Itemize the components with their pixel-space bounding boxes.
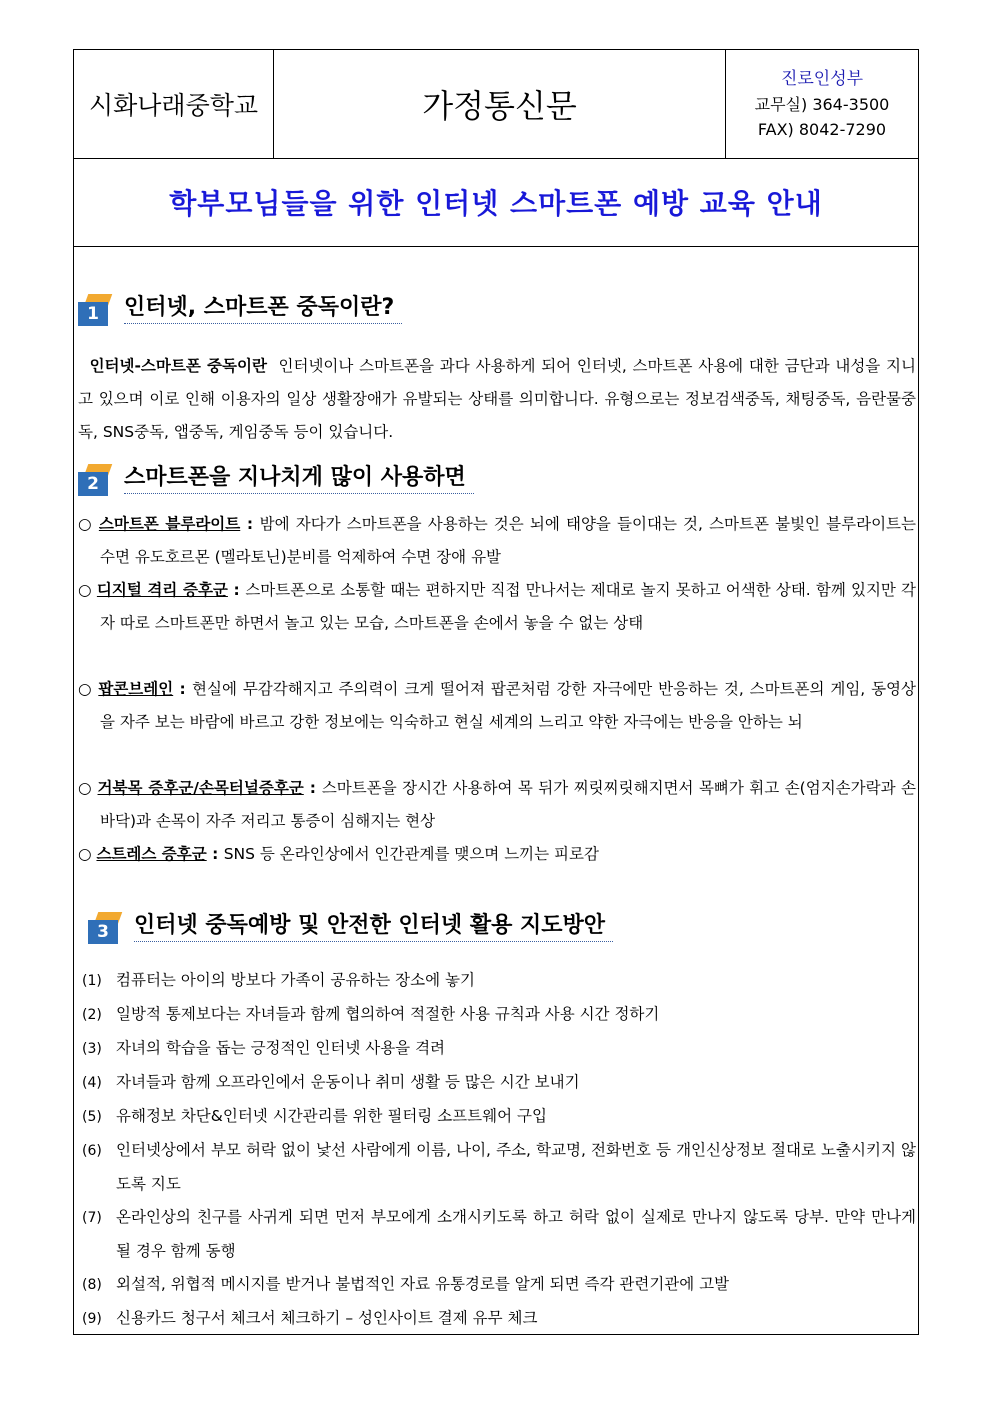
list-item — [82, 1100, 916, 1134]
section-title: 스마트폰을 지나치게 많이 사용하면 — [124, 460, 474, 494]
office-phone: 교무실) 364-3500 — [754, 94, 890, 114]
section-1-heading — [78, 290, 402, 324]
separator: : — [240, 515, 260, 533]
item-number: (3) — [82, 1041, 102, 1057]
section-title: 인터넷 중독예방 및 안전한 인터넷 활용 지도방안 — [134, 908, 613, 942]
term-description: SNS 등 온라인상에서 인간관계를 맺으며 느끼는 피로감 — [223, 845, 599, 863]
item-text: 인터넷상에서 부모 허락 없이 낯선 사람에게 이름, 나이, 주소, 학교명, 전화번호 등 개인신상정보 절대로 노출시키지 않도록 지도 — [116, 1141, 916, 1193]
term-description: 스마트폰으로 소통할 때는 편하지만 직접 만나서는 제대로 놀지 못하고 어색한 상태. 함께 있지만 각자 따로 스마트폰만 하면서 놀고 있는 모습, 스마트폰을 손에서 놓을 수 없는 상태 — [100, 581, 916, 632]
badge-number: 3 — [88, 920, 118, 944]
bullet-icon: ○ — [78, 581, 92, 599]
list-item — [82, 1302, 916, 1336]
item-number: (2) — [82, 1007, 102, 1023]
term: 스트레스 증후군 — [96, 845, 207, 863]
list-item — [78, 673, 916, 739]
item-number: (6) — [82, 1143, 102, 1159]
document-title: 학부모님들을 위한 인터넷 스마트폰 예방 교육 안내 — [74, 158, 918, 247]
bullet-icon: ○ — [78, 515, 93, 533]
separator: : — [303, 779, 322, 797]
term-description: 스마트폰을 장시간 사용하여 목 뒤가 찌릿찌릿해지면서 목뼈가 휘고 손(엄지손가락과 손바닥)과 손목이 자주 저리고 통증이 심해지는 현상 — [100, 779, 916, 830]
list-item — [82, 1268, 916, 1302]
item-number: (1) — [82, 973, 102, 989]
item-text: 자녀들과 함께 오프라인에서 운동이나 취미 생활 등 많은 시간 보내기 — [116, 1073, 580, 1091]
separator: : — [206, 845, 224, 863]
list-item — [82, 998, 916, 1032]
item-number: (8) — [82, 1277, 102, 1293]
guidance-list — [82, 964, 916, 1336]
section-title: 인터넷, 스마트폰 중독이란? — [124, 290, 402, 324]
bullet-icon: ○ — [78, 680, 93, 698]
list-item — [82, 1134, 916, 1201]
item-text: 자녀의 학습을 돕는 긍정적인 인터넷 사용을 격려 — [116, 1039, 446, 1057]
section-number-badge — [78, 464, 110, 494]
item-text: 컴퓨터는 아이의 방보다 가족이 공유하는 장소에 놓기 — [116, 971, 475, 989]
section-1-paragraph — [78, 350, 916, 449]
item-text: 유해정보 차단&인터넷 시간관리를 위한 필터링 소프트웨어 구입 — [116, 1107, 547, 1125]
section-2-heading — [78, 460, 474, 494]
list-item — [78, 772, 916, 838]
badge-number: 1 — [78, 302, 108, 326]
item-number: (5) — [82, 1109, 102, 1125]
bullet-icon: ○ — [78, 779, 93, 797]
badge-number: 2 — [78, 472, 108, 496]
list-item — [78, 838, 916, 871]
item-text: 일방적 통제보다는 자녀들과 함께 협의하여 적절한 사용 규칙과 사용 시간 정하기 — [116, 1005, 660, 1023]
separator: : — [227, 581, 246, 599]
term: 거북목 증후군/손목터널증후군 — [97, 779, 304, 797]
fax-number: FAX) 8042-7290 — [757, 119, 887, 139]
header-table — [74, 50, 918, 159]
separator: : — [173, 680, 193, 698]
item-number: (7) — [82, 1210, 102, 1226]
list-item — [82, 1066, 916, 1100]
term: 팝콘브레인 — [98, 680, 174, 698]
term: 스마트폰 블루라이트 — [98, 515, 241, 533]
school-name: 시화나래중학교 — [74, 50, 274, 158]
newsletter-frame — [73, 49, 919, 1335]
newsletter-label: 가정통신문 — [274, 50, 726, 158]
list-item — [82, 1201, 916, 1268]
definition-lead: 인터넷-스마트폰 중독이란 — [89, 357, 267, 375]
list-item — [78, 508, 916, 574]
section-number-badge — [78, 294, 110, 324]
list-item — [78, 574, 916, 640]
definition-body: 인터넷이나 스마트폰을 과다 사용하게 되어 인터넷, 스마트폰 사용에 대한 금단과 내성을 지니고 있으며 이로 인해 이용자의 일상 생활장애가 유발되는 상태를 의미합니다. 유형으로는 정보검색중독, 채팅중독, 음란물중독, SNS중독, 앱중독, 게임중독 등이 있습니다. — [78, 357, 916, 441]
term: 디지털 격리 증후군 — [96, 581, 228, 599]
contact-info — [726, 50, 918, 158]
term-description: 밤에 자다가 스마트폰을 사용하는 것은 뇌에 태양을 들이대는 것, 스마트폰 불빛인 블루라이트는 수면 유도호르몬 (멜라토닌)분비를 억제하여 수면 장애 유발 — [100, 515, 916, 566]
list-item — [82, 1032, 916, 1066]
item-number: (9) — [82, 1311, 102, 1327]
list-item — [82, 964, 916, 998]
item-text: 외설적, 위협적 메시지를 받거나 불법적인 자료 유통경로를 알게 되면 즉각 관련기관에 고발 — [116, 1275, 730, 1293]
term-description: 현실에 무감각해지고 주의력이 크게 떨어져 팝콘처럼 강한 자극에만 반응하는 것, 스마트폰의 게임, 동영상을 자주 보는 바람에 바르고 강한 정보에는 익숙하고 현실 세계의 느리고 약한 자극에는 반응을 안하는 뇌 — [100, 680, 916, 731]
item-text: 온라인상의 친구를 사귀게 되면 먼저 부모에게 소개시키도록 하고 허락 없이 실제로 만나지 않도록 당부. 만약 만나게 될 경우 함께 동행 — [116, 1208, 916, 1260]
item-text: 신용카드 청구서 체크서 체크하기 – 성인사이트 결제 유무 체크 — [116, 1309, 538, 1327]
section-number-badge — [88, 912, 120, 942]
bullet-icon: ○ — [78, 845, 92, 863]
item-number: (4) — [82, 1075, 102, 1091]
department-name: 진로인성부 — [780, 68, 864, 89]
section-3-heading — [88, 908, 613, 942]
